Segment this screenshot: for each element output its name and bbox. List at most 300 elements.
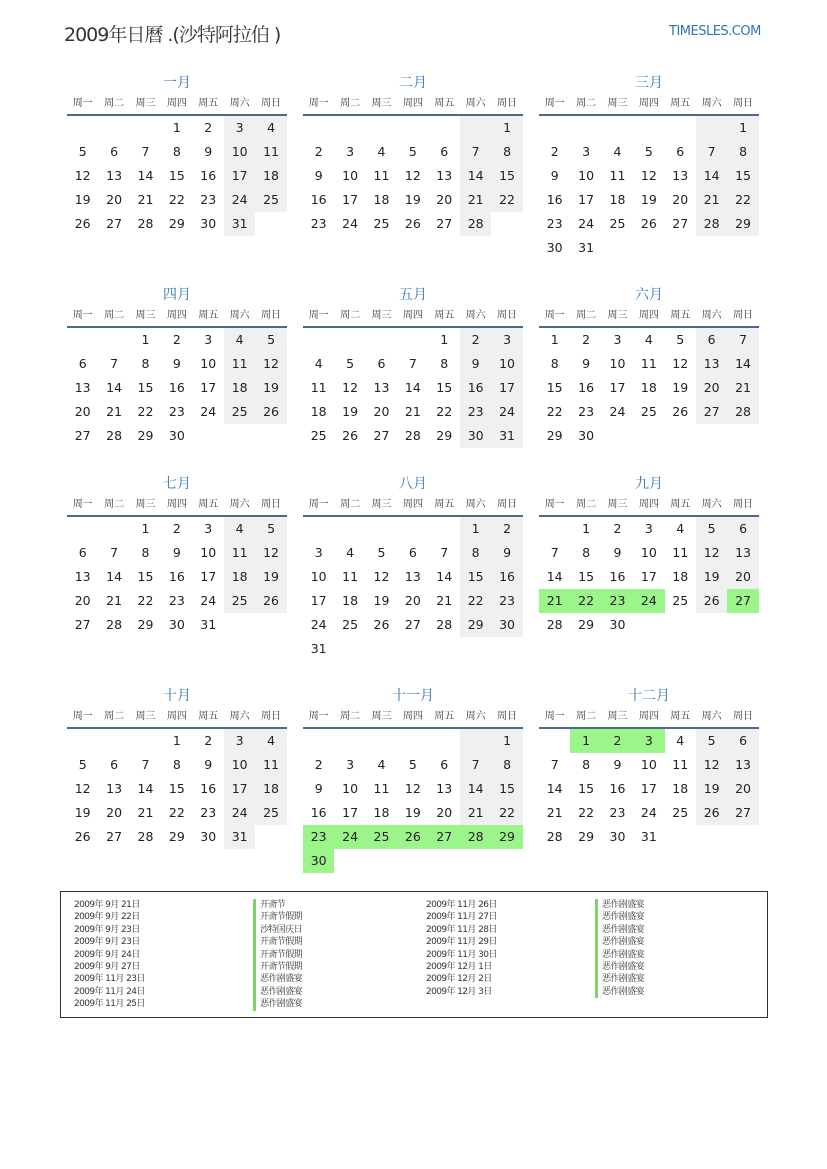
day-cell[interactable]: 30 [546, 240, 563, 255]
day-cell[interactable]: 3 [346, 757, 355, 772]
day-cell[interactable]: 2 [491, 517, 522, 541]
day-cell[interactable]: 21 [404, 404, 421, 419]
day-cell[interactable]: 15 [491, 777, 522, 801]
day-cell[interactable]: 9 [460, 352, 491, 376]
day-cell[interactable]: 27 [373, 428, 390, 443]
day-cell[interactable]: 16 [491, 565, 522, 589]
day-cell[interactable]: 6 [377, 356, 386, 371]
day-cell[interactable]: 24 [640, 805, 657, 820]
day-cell[interactable]: 10 [342, 781, 359, 796]
day-cell[interactable]: 29 [578, 617, 595, 632]
day-cell[interactable]: 6 [440, 144, 449, 159]
day-cell[interactable]: 20 [696, 376, 727, 400]
day-cell[interactable]: 23 [578, 404, 595, 419]
day-cell[interactable]: 10 [224, 753, 255, 777]
day-cell[interactable]: 3 [582, 144, 591, 159]
day-cell[interactable]: 26 [342, 428, 359, 443]
day-cell[interactable]: 2 [204, 733, 213, 748]
day-cell[interactable]: 7 [408, 356, 417, 371]
day-cell[interactable]: 5 [408, 144, 417, 159]
day-cell[interactable]: 2 [550, 144, 559, 159]
day-cell[interactable]: 29 [546, 428, 563, 443]
day-cell[interactable]: 13 [74, 569, 91, 584]
day-cell[interactable]: 24 [609, 404, 626, 419]
day-cell[interactable]: 16 [310, 192, 327, 207]
day-cell[interactable]: 23 [168, 593, 185, 608]
day-cell[interactable]: 24 [224, 188, 255, 212]
day-cell[interactable]: 26 [255, 589, 286, 613]
day-cell[interactable]: 9 [314, 781, 323, 796]
day-cell[interactable]: 18 [310, 404, 327, 419]
day-cell[interactable]: 15 [578, 781, 595, 796]
day-cell[interactable]: 21 [460, 188, 491, 212]
day-cell[interactable]: 30 [200, 829, 217, 844]
day-cell[interactable]: 26 [696, 589, 727, 613]
day-cell[interactable]: 20 [672, 192, 689, 207]
day-cell[interactable]: 15 [727, 164, 758, 188]
day-cell[interactable]: 13 [436, 168, 453, 183]
day-cell[interactable]: 21 [106, 593, 123, 608]
day-cell[interactable]: 5 [696, 729, 727, 753]
day-cell[interactable]: 10 [609, 356, 626, 371]
day-cell[interactable]: 8 [440, 356, 449, 371]
brand-link[interactable]: TIMESLES.COM [669, 24, 761, 39]
day-cell[interactable]: 7 [440, 545, 449, 560]
day-cell[interactable]: 22 [460, 589, 491, 613]
day-cell[interactable]: 27 [727, 801, 758, 825]
day-cell[interactable]: 18 [672, 781, 689, 796]
day-cell[interactable]: 2 [602, 729, 633, 753]
day-cell[interactable]: 4 [676, 521, 685, 536]
day-cell[interactable]: 4 [676, 733, 685, 748]
day-cell[interactable]: 14 [546, 781, 563, 796]
day-cell[interactable]: 16 [460, 376, 491, 400]
day-cell[interactable]: 20 [436, 192, 453, 207]
day-cell[interactable]: 7 [550, 545, 559, 560]
day-cell[interactable]: 30 [168, 617, 185, 632]
day-cell[interactable]: 22 [137, 593, 154, 608]
day-cell[interactable]: 27 [727, 589, 758, 613]
day-cell[interactable]: 1 [440, 332, 449, 347]
day-cell[interactable]: 23 [602, 589, 633, 613]
day-cell[interactable]: 10 [491, 352, 522, 376]
day-cell[interactable]: 14 [727, 352, 758, 376]
day-cell[interactable]: 8 [727, 140, 758, 164]
day-cell[interactable]: 3 [346, 144, 355, 159]
day-cell[interactable]: 25 [373, 216, 390, 231]
day-cell[interactable]: 11 [342, 569, 359, 584]
day-cell[interactable]: 2 [172, 332, 181, 347]
day-cell[interactable]: 31 [200, 617, 217, 632]
day-cell[interactable]: 1 [141, 521, 150, 536]
day-cell[interactable]: 25 [255, 188, 286, 212]
day-cell[interactable]: 18 [609, 192, 626, 207]
day-cell[interactable]: 28 [460, 212, 491, 236]
day-cell[interactable]: 9 [314, 168, 323, 183]
day-cell[interactable]: 5 [78, 144, 87, 159]
day-cell[interactable]: 24 [224, 801, 255, 825]
day-cell[interactable]: 27 [429, 825, 460, 849]
day-cell[interactable]: 3 [204, 332, 213, 347]
day-cell[interactable]: 21 [137, 805, 154, 820]
day-cell[interactable]: 22 [168, 192, 185, 207]
day-cell[interactable]: 11 [373, 168, 390, 183]
day-cell[interactable]: 8 [550, 356, 559, 371]
day-cell[interactable]: 30 [460, 424, 491, 448]
day-cell[interactable]: 14 [137, 168, 154, 183]
day-cell[interactable]: 10 [342, 168, 359, 183]
day-cell[interactable]: 20 [727, 777, 758, 801]
day-cell[interactable]: 9 [550, 168, 559, 183]
day-cell[interactable]: 13 [672, 168, 689, 183]
day-cell[interactable]: 21 [727, 376, 758, 400]
day-cell[interactable]: 21 [696, 188, 727, 212]
day-cell[interactable]: 17 [342, 192, 359, 207]
day-cell[interactable]: 5 [346, 356, 355, 371]
day-cell[interactable]: 15 [460, 565, 491, 589]
day-cell[interactable]: 12 [373, 569, 390, 584]
day-cell[interactable]: 14 [106, 380, 123, 395]
day-cell[interactable]: 1 [141, 332, 150, 347]
day-cell[interactable]: 6 [78, 545, 87, 560]
day-cell[interactable]: 2 [314, 144, 323, 159]
day-cell[interactable]: 16 [609, 569, 626, 584]
day-cell[interactable]: 7 [460, 753, 491, 777]
day-cell[interactable]: 4 [377, 757, 386, 772]
day-cell[interactable]: 28 [436, 617, 453, 632]
day-cell[interactable]: 9 [613, 545, 622, 560]
day-cell[interactable]: 26 [696, 801, 727, 825]
day-cell[interactable]: 3 [633, 729, 664, 753]
day-cell[interactable]: 29 [578, 829, 595, 844]
day-cell[interactable]: 25 [224, 589, 255, 613]
day-cell[interactable]: 27 [106, 829, 123, 844]
day-cell[interactable]: 6 [110, 757, 119, 772]
day-cell[interactable]: 24 [491, 400, 522, 424]
day-cell[interactable]: 22 [578, 805, 595, 820]
day-cell[interactable]: 21 [460, 801, 491, 825]
day-cell[interactable]: 19 [696, 565, 727, 589]
day-cell[interactable]: 14 [460, 777, 491, 801]
day-cell[interactable]: 26 [397, 825, 428, 849]
day-cell[interactable]: 15 [578, 569, 595, 584]
day-cell[interactable]: 28 [106, 617, 123, 632]
day-cell[interactable]: 19 [404, 192, 421, 207]
day-cell[interactable]: 6 [696, 328, 727, 352]
day-cell[interactable]: 3 [644, 521, 653, 536]
day-cell[interactable]: 5 [696, 517, 727, 541]
day-cell[interactable]: 10 [640, 757, 657, 772]
day-cell[interactable]: 21 [436, 593, 453, 608]
day-cell[interactable]: 6 [727, 729, 758, 753]
day-cell[interactable]: 7 [550, 757, 559, 772]
day-cell[interactable]: 18 [224, 376, 255, 400]
day-cell[interactable]: 18 [373, 192, 390, 207]
day-cell[interactable]: 12 [342, 380, 359, 395]
day-cell[interactable]: 12 [672, 356, 689, 371]
day-cell[interactable]: 18 [640, 380, 657, 395]
day-cell[interactable]: 16 [168, 380, 185, 395]
day-cell[interactable]: 20 [74, 404, 91, 419]
day-cell[interactable]: 16 [310, 805, 327, 820]
day-cell[interactable]: 22 [137, 404, 154, 419]
day-cell[interactable]: 4 [255, 116, 286, 140]
day-cell[interactable]: 7 [460, 140, 491, 164]
day-cell[interactable]: 29 [168, 829, 185, 844]
day-cell[interactable]: 2 [582, 332, 591, 347]
day-cell[interactable]: 11 [310, 380, 327, 395]
day-cell[interactable]: 25 [672, 805, 689, 820]
day-cell[interactable]: 13 [436, 781, 453, 796]
day-cell[interactable]: 16 [168, 569, 185, 584]
day-cell[interactable]: 14 [696, 164, 727, 188]
day-cell[interactable]: 22 [570, 589, 601, 613]
day-cell[interactable]: 30 [578, 428, 595, 443]
day-cell[interactable]: 10 [200, 356, 217, 371]
day-cell[interactable]: 9 [491, 541, 522, 565]
day-cell[interactable]: 4 [224, 328, 255, 352]
day-cell[interactable]: 8 [172, 757, 181, 772]
day-cell[interactable]: 3 [224, 729, 255, 753]
day-cell[interactable]: 15 [137, 569, 154, 584]
day-cell[interactable]: 22 [168, 805, 185, 820]
day-cell[interactable]: 6 [110, 144, 119, 159]
day-cell[interactable]: 19 [696, 777, 727, 801]
day-cell[interactable]: 23 [491, 589, 522, 613]
day-cell[interactable]: 6 [408, 545, 417, 560]
day-cell[interactable]: 24 [200, 404, 217, 419]
day-cell[interactable]: 15 [137, 380, 154, 395]
day-cell[interactable]: 5 [255, 328, 286, 352]
day-cell[interactable]: 3 [491, 328, 522, 352]
day-cell[interactable]: 2 [204, 120, 213, 135]
day-cell[interactable]: 17 [609, 380, 626, 395]
day-cell[interactable]: 26 [672, 404, 689, 419]
day-cell[interactable]: 18 [224, 565, 255, 589]
day-cell[interactable]: 23 [168, 404, 185, 419]
day-cell[interactable]: 20 [436, 805, 453, 820]
day-cell[interactable]: 28 [546, 617, 563, 632]
day-cell[interactable]: 22 [491, 188, 522, 212]
day-cell[interactable]: 12 [404, 168, 421, 183]
day-cell[interactable]: 14 [404, 380, 421, 395]
day-cell[interactable]: 20 [106, 192, 123, 207]
day-cell[interactable]: 6 [676, 144, 685, 159]
day-cell[interactable]: 28 [106, 428, 123, 443]
day-cell[interactable]: 13 [727, 753, 758, 777]
day-cell[interactable]: 28 [137, 216, 154, 231]
day-cell[interactable]: 8 [491, 753, 522, 777]
day-cell[interactable]: 7 [141, 144, 150, 159]
day-cell[interactable]: 31 [224, 212, 255, 236]
day-cell[interactable]: 1 [491, 729, 522, 753]
day-cell[interactable]: 6 [78, 356, 87, 371]
day-cell[interactable]: 26 [255, 400, 286, 424]
day-cell[interactable]: 9 [204, 757, 213, 772]
day-cell[interactable]: 27 [74, 617, 91, 632]
day-cell[interactable]: 17 [310, 593, 327, 608]
day-cell[interactable]: 7 [110, 545, 119, 560]
day-cell[interactable]: 11 [255, 753, 286, 777]
day-cell[interactable]: 28 [546, 829, 563, 844]
day-cell[interactable]: 25 [609, 216, 626, 231]
day-cell[interactable]: 1 [727, 116, 758, 140]
day-cell[interactable]: 2 [460, 328, 491, 352]
day-cell[interactable]: 24 [578, 216, 595, 231]
day-cell[interactable]: 19 [640, 192, 657, 207]
day-cell[interactable]: 10 [640, 545, 657, 560]
day-cell[interactable]: 18 [672, 569, 689, 584]
day-cell[interactable]: 23 [609, 805, 626, 820]
day-cell[interactable]: 29 [460, 613, 491, 637]
day-cell[interactable]: 17 [200, 380, 217, 395]
day-cell[interactable]: 31 [491, 424, 522, 448]
day-cell[interactable]: 20 [404, 593, 421, 608]
day-cell[interactable]: 25 [310, 428, 327, 443]
day-cell[interactable]: 29 [436, 428, 453, 443]
day-cell[interactable]: 28 [137, 829, 154, 844]
day-cell[interactable]: 12 [696, 541, 727, 565]
day-cell[interactable]: 29 [491, 825, 522, 849]
day-cell[interactable]: 21 [106, 404, 123, 419]
day-cell[interactable]: 20 [74, 593, 91, 608]
day-cell[interactable]: 1 [550, 332, 559, 347]
day-cell[interactable]: 25 [366, 825, 397, 849]
day-cell[interactable]: 18 [373, 805, 390, 820]
day-cell[interactable]: 19 [255, 376, 286, 400]
day-cell[interactable]: 9 [204, 144, 213, 159]
day-cell[interactable]: 8 [582, 757, 591, 772]
day-cell[interactable]: 16 [546, 192, 563, 207]
day-cell[interactable]: 19 [373, 593, 390, 608]
day-cell[interactable]: 3 [224, 116, 255, 140]
day-cell[interactable]: 25 [255, 801, 286, 825]
day-cell[interactable]: 4 [314, 356, 323, 371]
day-cell[interactable]: 1 [570, 729, 601, 753]
day-cell[interactable]: 29 [727, 212, 758, 236]
day-cell[interactable]: 11 [224, 352, 255, 376]
day-cell[interactable]: 4 [346, 545, 355, 560]
day-cell[interactable]: 30 [609, 829, 626, 844]
day-cell[interactable]: 25 [640, 404, 657, 419]
day-cell[interactable]: 19 [255, 565, 286, 589]
day-cell[interactable]: 2 [613, 521, 622, 536]
day-cell[interactable]: 26 [74, 216, 91, 231]
day-cell[interactable]: 13 [74, 380, 91, 395]
day-cell[interactable]: 19 [74, 805, 91, 820]
day-cell[interactable]: 15 [491, 164, 522, 188]
day-cell[interactable]: 17 [200, 569, 217, 584]
day-cell[interactable]: 30 [303, 849, 334, 873]
day-cell[interactable]: 12 [696, 753, 727, 777]
day-cell[interactable]: 11 [672, 545, 689, 560]
day-cell[interactable]: 17 [224, 777, 255, 801]
day-cell[interactable]: 18 [342, 593, 359, 608]
day-cell[interactable]: 11 [373, 781, 390, 796]
day-cell[interactable]: 9 [582, 356, 591, 371]
day-cell[interactable]: 30 [200, 216, 217, 231]
day-cell[interactable]: 12 [74, 781, 91, 796]
day-cell[interactable]: 11 [255, 140, 286, 164]
day-cell[interactable]: 21 [539, 589, 570, 613]
day-cell[interactable]: 28 [404, 428, 421, 443]
day-cell[interactable]: 19 [672, 380, 689, 395]
day-cell[interactable]: 5 [644, 144, 653, 159]
day-cell[interactable]: 8 [460, 541, 491, 565]
day-cell[interactable]: 23 [303, 825, 334, 849]
day-cell[interactable]: 23 [546, 216, 563, 231]
day-cell[interactable]: 21 [546, 805, 563, 820]
day-cell[interactable]: 24 [310, 617, 327, 632]
day-cell[interactable]: 23 [460, 400, 491, 424]
day-cell[interactable]: 23 [310, 216, 327, 231]
day-cell[interactable]: 16 [609, 781, 626, 796]
day-cell[interactable]: 19 [342, 404, 359, 419]
day-cell[interactable]: 17 [640, 781, 657, 796]
day-cell[interactable]: 29 [137, 617, 154, 632]
day-cell[interactable]: 18 [255, 164, 286, 188]
day-cell[interactable]: 5 [377, 545, 386, 560]
day-cell[interactable]: 8 [141, 356, 150, 371]
day-cell[interactable]: 25 [672, 593, 689, 608]
day-cell[interactable]: 27 [696, 400, 727, 424]
day-cell[interactable]: 13 [106, 781, 123, 796]
day-cell[interactable]: 13 [404, 569, 421, 584]
day-cell[interactable]: 27 [436, 216, 453, 231]
day-cell[interactable]: 15 [168, 781, 185, 796]
day-cell[interactable]: 2 [172, 521, 181, 536]
day-cell[interactable]: 1 [491, 116, 522, 140]
day-cell[interactable]: 22 [727, 188, 758, 212]
day-cell[interactable]: 29 [168, 216, 185, 231]
day-cell[interactable]: 9 [172, 545, 181, 560]
day-cell[interactable]: 30 [609, 617, 626, 632]
day-cell[interactable]: 3 [204, 521, 213, 536]
day-cell[interactable]: 26 [74, 829, 91, 844]
day-cell[interactable]: 14 [436, 569, 453, 584]
day-cell[interactable]: 17 [640, 569, 657, 584]
day-cell[interactable]: 9 [172, 356, 181, 371]
day-cell[interactable]: 25 [342, 617, 359, 632]
day-cell[interactable]: 17 [224, 164, 255, 188]
day-cell[interactable]: 13 [106, 168, 123, 183]
day-cell[interactable]: 8 [141, 545, 150, 560]
day-cell[interactable]: 4 [644, 332, 653, 347]
day-cell[interactable]: 4 [613, 144, 622, 159]
day-cell[interactable]: 31 [640, 829, 657, 844]
day-cell[interactable]: 5 [676, 332, 685, 347]
day-cell[interactable]: 1 [460, 517, 491, 541]
day-cell[interactable]: 14 [546, 569, 563, 584]
day-cell[interactable]: 15 [436, 380, 453, 395]
day-cell[interactable]: 7 [141, 757, 150, 772]
day-cell[interactable]: 4 [377, 144, 386, 159]
day-cell[interactable]: 8 [172, 144, 181, 159]
day-cell[interactable]: 11 [609, 168, 626, 183]
day-cell[interactable]: 30 [491, 613, 522, 637]
day-cell[interactable]: 27 [74, 428, 91, 443]
day-cell[interactable]: 20 [106, 805, 123, 820]
day-cell[interactable]: 25 [224, 400, 255, 424]
day-cell[interactable]: 13 [696, 352, 727, 376]
day-cell[interactable]: 17 [491, 376, 522, 400]
day-cell[interactable]: 1 [582, 521, 591, 536]
day-cell[interactable]: 26 [404, 216, 421, 231]
day-cell[interactable]: 10 [578, 168, 595, 183]
day-cell[interactable]: 26 [373, 617, 390, 632]
day-cell[interactable]: 15 [546, 380, 563, 395]
day-cell[interactable]: 11 [224, 541, 255, 565]
